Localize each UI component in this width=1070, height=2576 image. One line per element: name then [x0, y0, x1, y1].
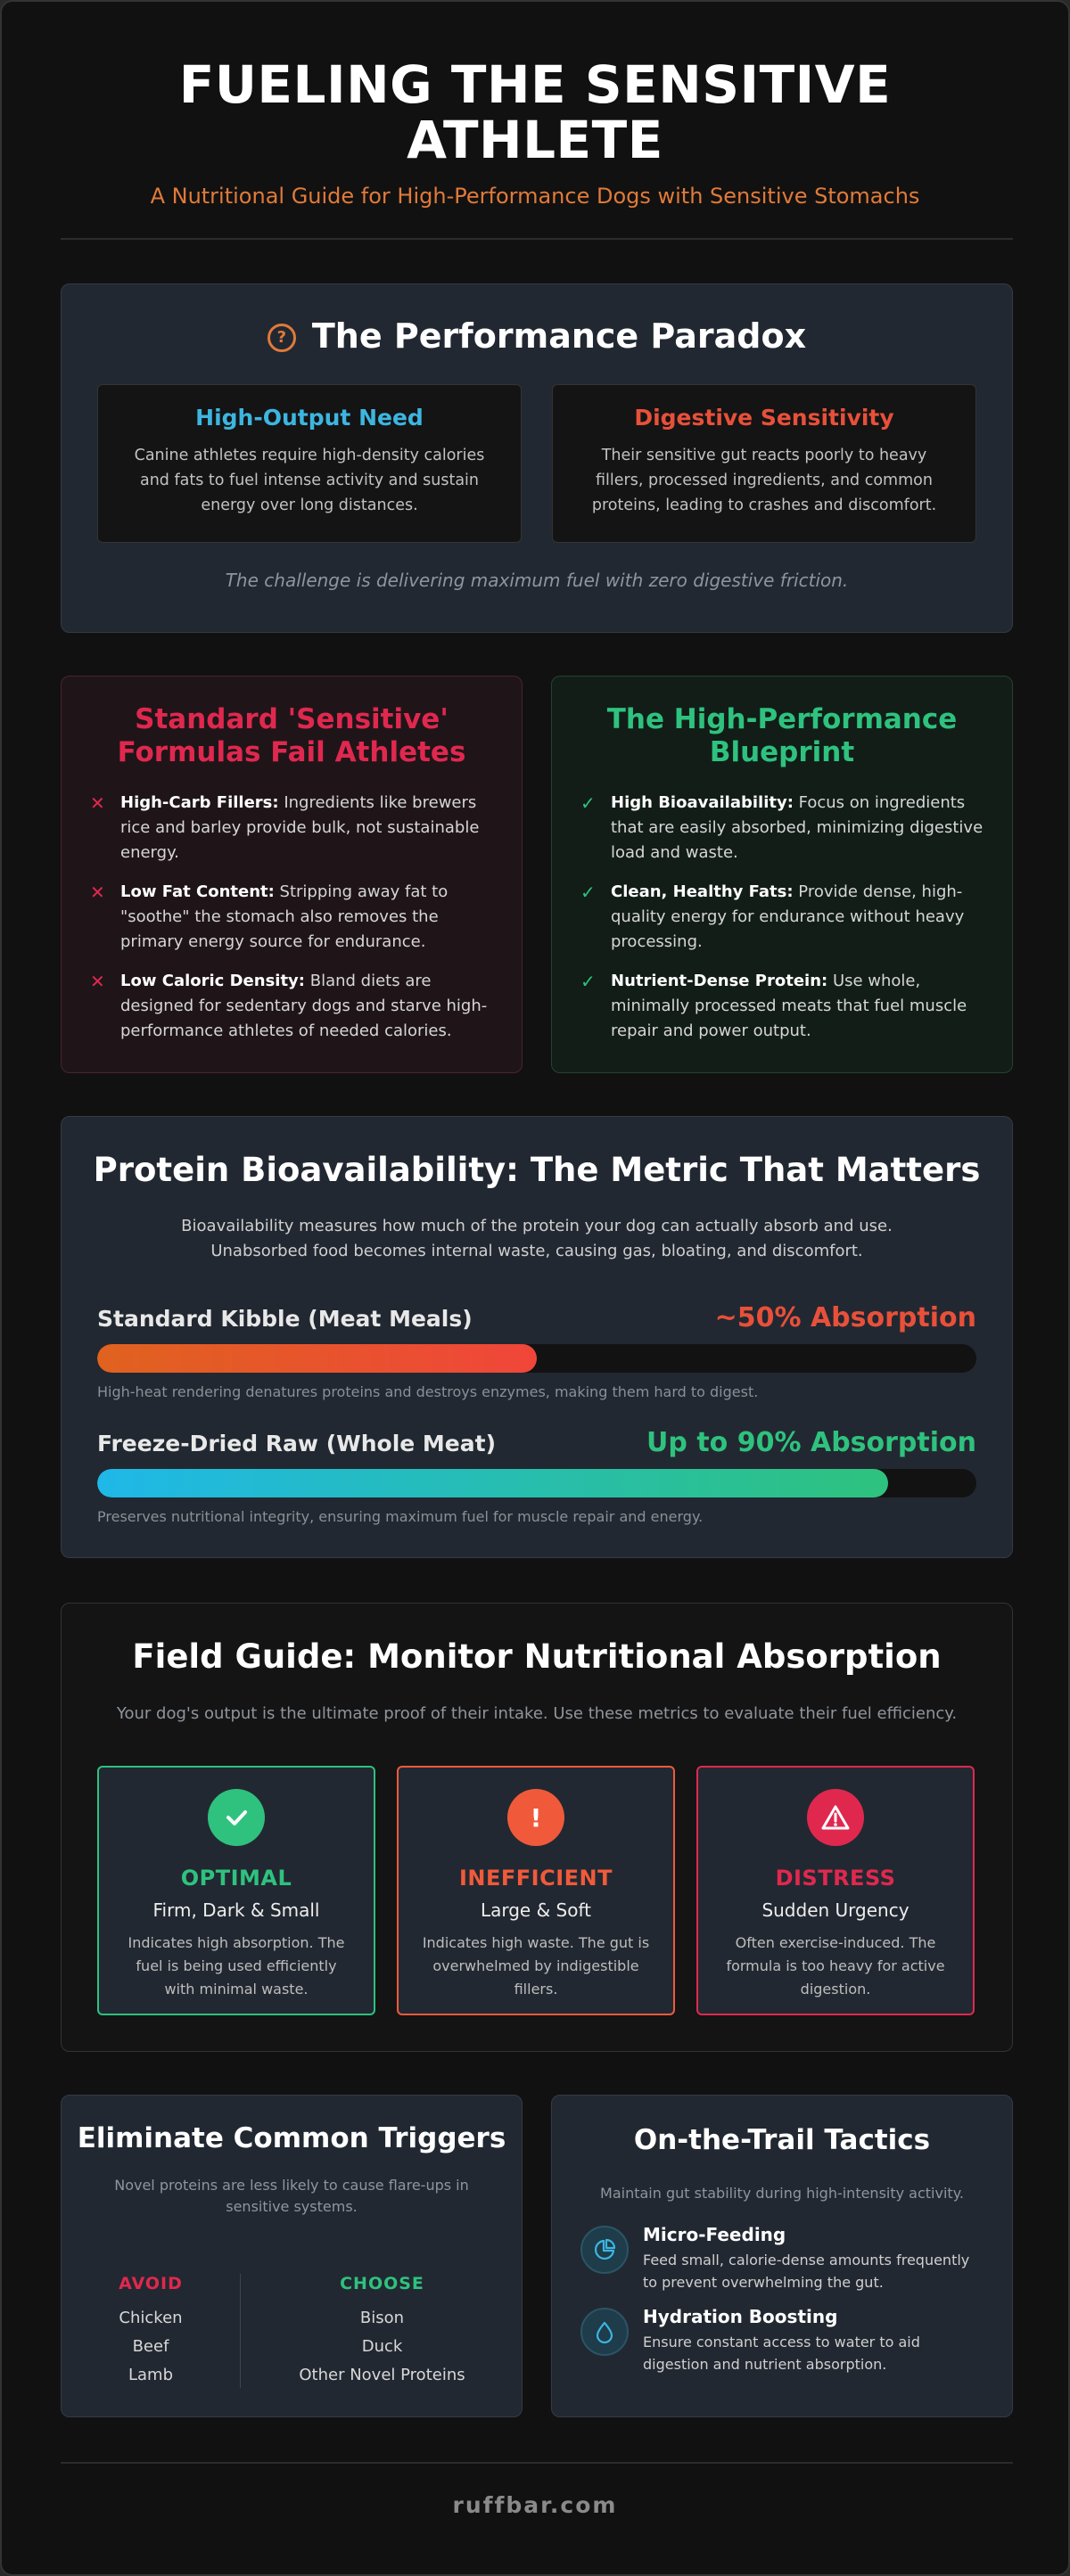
list-item: Bison — [359, 2309, 405, 2327]
bio-intro: Bioavailability measures how much of the protein your dog can actually absorb and use. Unabsorbed food becomes internal waste, causing gas, bloating, and discomfort. — [181, 1217, 893, 1260]
progress-fill — [97, 1344, 537, 1373]
progress-fill — [97, 1469, 888, 1497]
list-item: ✕ Low Fat Content: Stripping away fat to "soothe" the stomach also removes the primary energy source for endurance. — [90, 882, 449, 951]
check-icon: ✓ — [580, 971, 596, 992]
bar-note: High-heat rendering denatures proteins and destroys enzymes, making them hard to digest. — [97, 1383, 759, 1400]
x-icon: ✕ — [90, 971, 105, 992]
digestive-sensitivity-text: Their sensitive gut reacts poorly to heavy fillers, processed ingredients, and common proteins, leading to crashes and discomfort. — [591, 447, 937, 514]
hydration-item — [580, 2306, 982, 2375]
status-subtitle: Sudden Urgency — [761, 1899, 910, 1921]
status-label: INEFFICIENT — [458, 1866, 613, 1891]
standard-formulas-panel — [61, 676, 523, 1073]
high-output-text: Canine athletes require high-density calories and fats to fuel intense activity and sustain energy over long distances. — [134, 447, 485, 514]
trigger-columns — [62, 2274, 522, 2408]
exclamation-icon: ! — [507, 1789, 564, 1846]
choose-column — [241, 2274, 523, 2390]
list-item: ✓ Nutrient-Dense Protein: Use whole, minimally processed meats that fuel muscle repair and power output. — [580, 971, 967, 1040]
check-icon — [208, 1789, 265, 1846]
footer-site: ruffbar.com — [452, 2492, 618, 2518]
list-item: ✓ High Bioavailability: Focus on ingredients that are easily absorbed, minimizing digestive load and waste. — [580, 792, 984, 862]
blueprint-list — [575, 791, 989, 1044]
status-label: DISTRESS — [775, 1866, 896, 1891]
footer-divider — [61, 2462, 1013, 2464]
tactic-text: Ensure constant access to water to aid digestion and nutrient absorption. — [643, 2334, 920, 2373]
standard-list — [85, 791, 498, 1044]
digestive-sensitivity-heading: Digestive Sensitivity — [634, 405, 894, 431]
pie-chart-icon — [580, 2226, 629, 2274]
progress-track — [97, 1469, 976, 1497]
list-item: ✕ Low Caloric Density: Bland diets are designed for sedentary dogs and starve high-performance athletes of needed calories. — [90, 971, 488, 1040]
triggers-title: Eliminate Common Triggers — [77, 2122, 506, 2154]
optimal-card — [97, 1766, 375, 2015]
kibble-bar — [97, 1302, 976, 1400]
question-icon: ? — [268, 324, 296, 352]
paradox-note: The challenge is delivering maximum fuel with zero digestive friction. — [225, 570, 849, 591]
freeze-dried-bar — [97, 1427, 976, 1525]
list-item: Other Novel Proteins — [299, 2366, 465, 2384]
status-subtitle: Firm, Dark & Small — [152, 1899, 320, 1921]
inefficient-card — [397, 1766, 675, 2015]
status-label: OPTIMAL — [180, 1866, 292, 1891]
blueprint-title: The High-Performance Blueprint — [606, 703, 958, 768]
triggers-panel — [61, 2095, 523, 2417]
status-text: Indicates high absorption. The fuel is being used efficiently with minimal waste. — [128, 1934, 345, 1998]
header — [2, 2, 1068, 209]
status-text: Often exercise-induced. The formula is too heavy for active digestion. — [726, 1934, 945, 1998]
paradox-title: The Performance Paradox — [311, 316, 807, 356]
bar-label: Standard Kibble (Meat Meals) — [97, 1306, 473, 1332]
x-icon: ✕ — [90, 792, 105, 814]
tactics-panel — [551, 2095, 1013, 2417]
choose-heading: CHOOSE — [340, 2274, 424, 2293]
bar-note: Preserves nutritional integrity, ensuring maximum fuel for muscle repair and energy. — [97, 1508, 704, 1525]
progress-track — [97, 1344, 976, 1373]
check-icon: ✓ — [580, 882, 596, 903]
water-drop-icon — [580, 2308, 629, 2356]
triggers-intro: Novel proteins are less likely to cause flare-ups in sensitive systems. — [114, 2177, 469, 2215]
list-item: ✕ High-Carb Fillers: Ingredients like brewers rice and barley provide bulk, not sustainable energy. — [90, 792, 480, 862]
warning-icon — [807, 1789, 864, 1846]
field-guide-title: Field Guide: Monitor Nutritional Absorption — [132, 1637, 942, 1676]
status-text: Indicates high waste. The gut is overwhelmed by indigestible fillers. — [422, 1934, 650, 1998]
paradox-heading — [62, 316, 1012, 356]
field-guide-intro: Your dog's output is the ultimate proof of their intake. Use these metrics to evaluate their fuel efficiency. — [116, 1704, 958, 1723]
header-divider — [61, 238, 1013, 240]
page-title: FUELING THE SENSITIVE ATHLETE — [178, 54, 892, 170]
standard-title: Standard 'Sensitive' Formulas Fail Athletes — [117, 703, 466, 768]
tactics-title: On-the-Trail Tactics — [633, 2124, 931, 2156]
tactic-heading: Micro-Feeding — [643, 2224, 786, 2245]
check-icon: ✓ — [580, 792, 596, 814]
field-guide-section — [61, 1603, 1013, 2052]
bio-title: Protein Bioavailability: The Metric That Matters — [93, 1151, 981, 1189]
status-subtitle: Large & Soft — [480, 1899, 592, 1921]
avoid-heading: AVOID — [119, 2274, 183, 2293]
high-output-heading: High-Output Need — [195, 405, 424, 431]
bar-value: ~50% Absorption — [714, 1302, 976, 1333]
tactic-text: Feed small, calorie-dense amounts frequently to prevent overwhelming the gut. — [643, 2252, 970, 2291]
blueprint-panel — [551, 676, 1013, 1073]
list-item: ✓ Clean, Healthy Fats: Provide dense, high-quality energy for endurance without heavy processing. — [580, 882, 965, 951]
high-output-card — [97, 384, 522, 543]
bar-value: Up to 90% Absorption — [646, 1427, 976, 1458]
micro-feeding-item — [580, 2224, 982, 2293]
tactics-intro: Maintain gut stability during high-intensity activity. — [600, 2185, 964, 2202]
paradox-section — [61, 283, 1013, 633]
digestive-sensitivity-card — [552, 384, 976, 543]
page-subtitle: A Nutritional Guide for High-Performance Dogs with Sensitive Stomachs — [150, 184, 920, 209]
list-item: Duck — [361, 2337, 403, 2356]
list-item: Lamb — [128, 2366, 174, 2384]
bar-label: Freeze-Dried Raw (Whole Meat) — [97, 1431, 497, 1456]
avoid-column — [62, 2274, 240, 2390]
tactic-heading: Hydration Boosting — [643, 2306, 838, 2327]
distress-card — [696, 1766, 975, 2015]
x-icon: ✕ — [90, 882, 105, 903]
list-item: Beef — [132, 2337, 169, 2356]
list-item: Chicken — [119, 2309, 183, 2327]
bioavailability-section — [61, 1116, 1013, 1558]
